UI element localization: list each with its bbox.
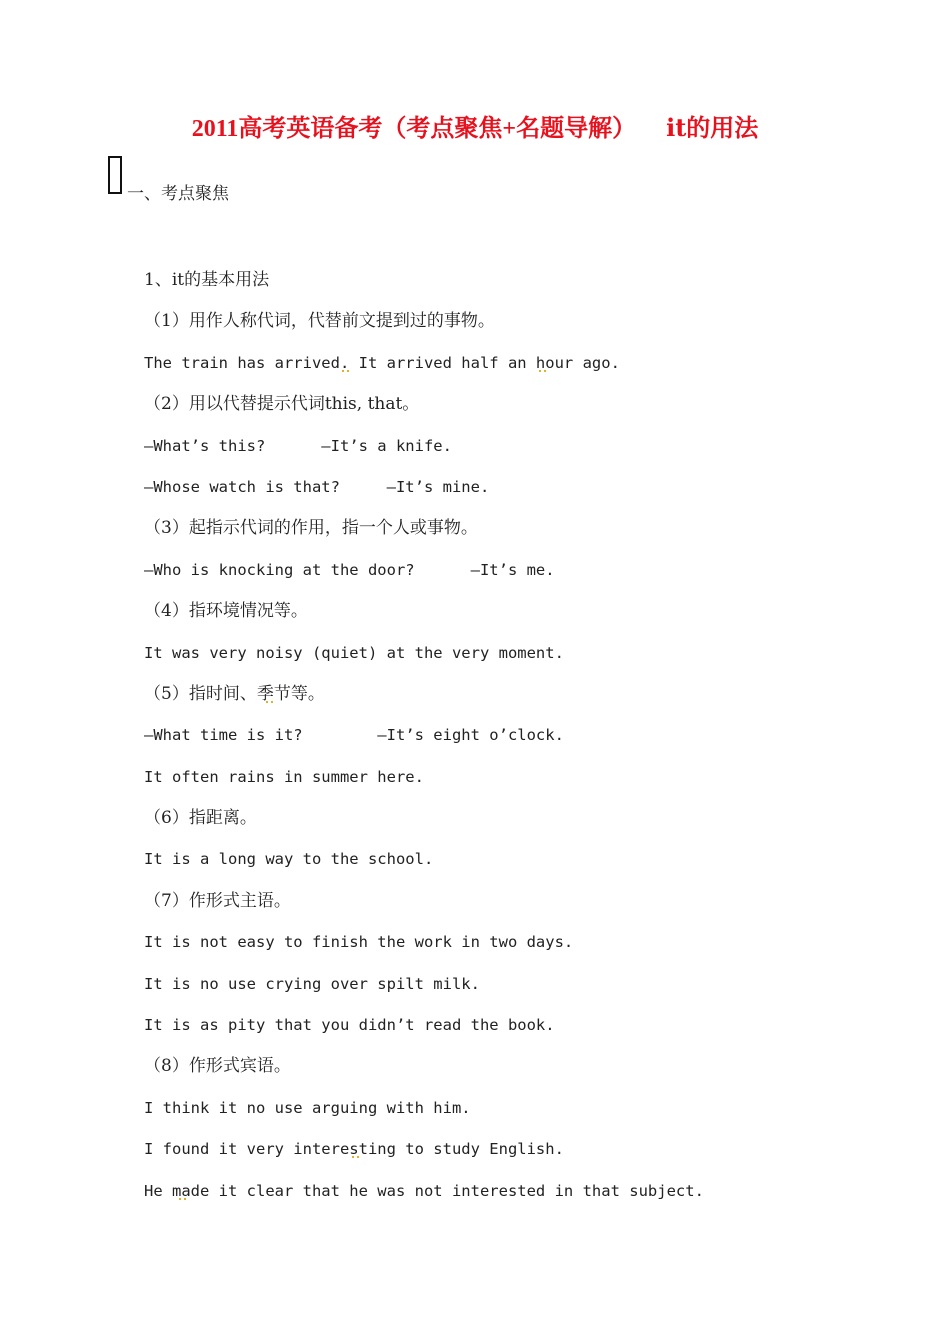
example-line: I think it no use arguing with him. bbox=[144, 1098, 471, 1117]
example-line: It is a long way to the school. bbox=[144, 850, 434, 869]
text-line: （6）指距离。 bbox=[144, 808, 257, 829]
example-line: It often rains in summer here. bbox=[144, 767, 424, 786]
text-line: （8）作形式宾语。 bbox=[144, 1056, 291, 1077]
example-line bbox=[144, 349, 910, 390]
text-line bbox=[144, 680, 910, 721]
section-heading: 一、考点聚焦 bbox=[127, 184, 229, 204]
example-line: It is no use crying over spilt milk. bbox=[144, 974, 480, 993]
example-text: The train has arrived. It arrived half an hour ago. bbox=[144, 353, 620, 372]
example-line: —What’s this? —It’s a knife. bbox=[144, 436, 452, 455]
example-line: —What time is it? —It’s eight o’clock. bbox=[144, 726, 564, 745]
example-line: —Who is knocking at the door? —It’s me. bbox=[144, 560, 555, 579]
revision-mark bbox=[266, 698, 273, 703]
document-title bbox=[0, 108, 950, 143]
example-line: It is as pity that you didn’t read the book. bbox=[144, 1016, 555, 1035]
text-line: （1）用作人称代词，代替前文提到过的事物。 bbox=[144, 311, 495, 332]
revision-mark bbox=[342, 367, 349, 372]
revision-mark bbox=[179, 1195, 186, 1200]
content-lines bbox=[144, 266, 910, 1218]
text-line: （7）作形式主语。 bbox=[144, 890, 291, 911]
text-line: （3）起指示代词的作用，指一个人或事物。 bbox=[144, 518, 478, 539]
example-line: —Whose watch is that? —It’s mine. bbox=[144, 477, 490, 496]
text-content: （5）指时间、季节等。 bbox=[144, 683, 325, 704]
example-line: It is not easy to finish the work in two days. bbox=[144, 933, 574, 952]
example-line bbox=[144, 1177, 910, 1218]
document-title-topic: it的用法 bbox=[666, 113, 759, 142]
revision-mark bbox=[539, 367, 546, 372]
text-line: （2）用以代替提示代词this, that。 bbox=[144, 394, 420, 415]
revision-mark bbox=[352, 1153, 359, 1158]
text-line: （4）指环境情况等。 bbox=[144, 601, 308, 622]
example-text: I found it very interesting to study English. bbox=[144, 1140, 564, 1159]
example-line bbox=[144, 1135, 910, 1176]
example-line: It was very noisy (quiet) at the very moment. bbox=[144, 643, 564, 662]
text-line: 1、it的基本用法 bbox=[144, 270, 270, 290]
missing-glyph-box-icon bbox=[108, 156, 122, 194]
example-text: He made it clear that he was not interested in that subject. bbox=[144, 1181, 704, 1200]
document-title-main: 2011高考英语备考（考点聚焦+名题导解） bbox=[191, 116, 637, 142]
